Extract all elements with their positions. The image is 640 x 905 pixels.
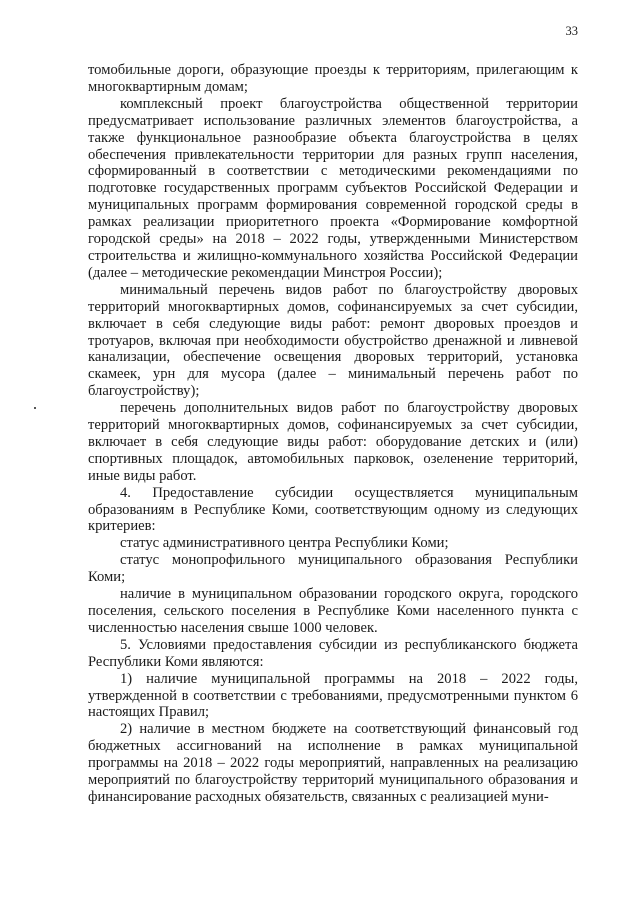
paragraph-condition-2: 2) наличие в местном бюджете на соответствующий финансовый год бюджетных ассигнований на исполнение в рамках муниципальной программы на 2018 – 2022 годы мероприятий, направленных на реализацию мероприятий по благоустройству территорий муниципального образования и финансирование расходных обязательств, связанных с реализацией муни- [88, 721, 578, 805]
paragraph-section-5: 5. Условиями предоставления субсидии из республиканского бюджета Республики Коми являются: [88, 636, 578, 670]
paragraph-criterion-monoprofile: статус монопрофильного муниципального образования Республики Коми; [88, 552, 578, 586]
paragraph-criterion-admin-center: статус административного центра Республики Коми; [120, 535, 449, 552]
scan-speck [34, 407, 36, 409]
paragraph-section-4: 4. Предоставление субсидии осуществляется муниципальным образованиям в Республике Коми, соответствующим одному из следующих критериев: [88, 484, 578, 535]
page-number: 33 [565, 24, 578, 38]
document-body [88, 62, 578, 806]
paragraph-minimal-list: минимальный перечень видов работ по благоустройству дворовых территорий многоквартирных домов, софинансируемых за счет субсидии, включает в себя следующие виды работ: ремонт дворовых проездов и тротуаров, включая при необходимости обустройство дренажной и ливневой канализации, обеспечение освещения дворовых территорий, установка скамеек, урн для мусора (далее – минимальный перечень работ по благоустройству); [88, 281, 578, 400]
paragraph-condition-1: 1) наличие муниципальной программы на 2018 – 2022 годы, утвержденной в соответствии с требованиями, предусмотренными пунктом 6 настоящих Правил; [88, 670, 578, 721]
paragraph-additional-list: перечень дополнительных видов работ по благоустройству дворовых территорий многоквартирных домов, софинансируемых за счет субсидии, включает в себя следующие виды работ: оборудование детских и (или) спортивных площадок, автомобильных парковок, озеленение территорий, иные виды работ. [88, 400, 578, 484]
paragraph-complex-project: комплексный проект благоустройства общественной территории предусматривает использование различных элементов благоустройства, а также функциональное разнообразие объекта благоустройства в целях обеспечения привлекательности территории для разных групп населения, сформированный в соответствии с методическими рекомендациями по подготовке государственных программ субъектов Российской Федерации и муниципальных программ формирования современной городской среды в рамках реализации приоритетного проекта «Формирование комфортной городской среды» на 2018 – 2022 годы, утвержденными Министерством строительства и жилищно-коммунального хозяйства Российской Федерации (далее – методические рекомендации Минстроя России); [88, 95, 578, 281]
paragraph-continuation: томобильные дороги, образующие проезды к территориям, прилегающим к многоквартирным домам; [88, 62, 578, 95]
paragraph-criterion-population: наличие в муниципальном образовании городского округа, городского поселения, сельского поселения в Республике Коми населенного пункта с численностью населения свыше 1000 человек. [88, 586, 578, 636]
